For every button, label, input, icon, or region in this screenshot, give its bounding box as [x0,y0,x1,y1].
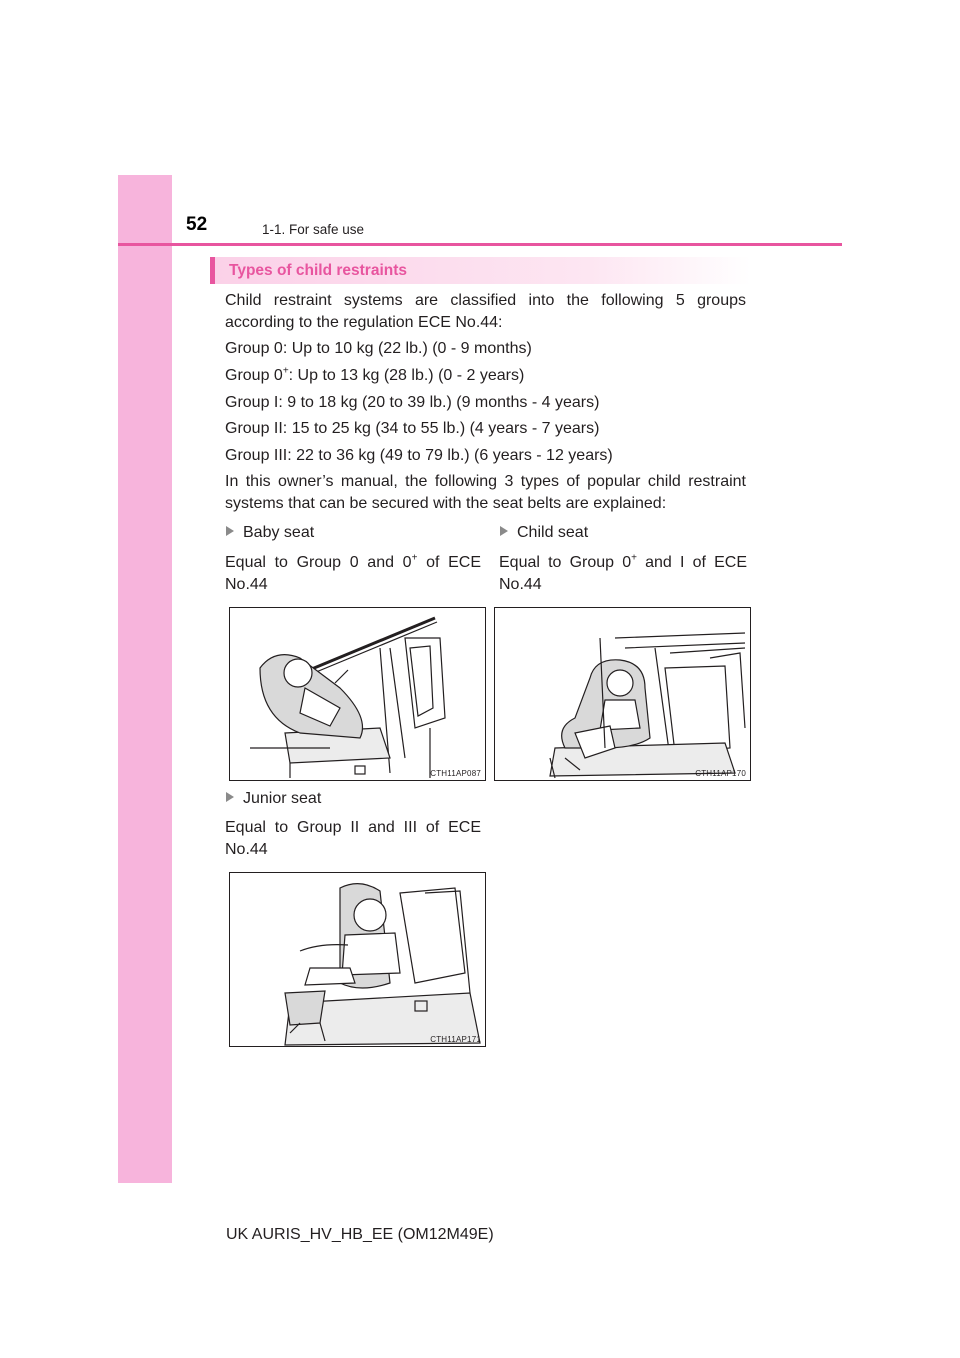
bullet-junior-seat [226,790,321,808]
bullet-triangle-icon [500,526,508,536]
group-text: Group I: 9 to 18 kg (20 to 39 lb.) (9 months - 4 years) [225,394,600,411]
desc-text: Equal to Group 0 and 0 [225,554,412,571]
group-line [225,392,746,414]
type-description [225,552,481,596]
type-description [499,552,747,596]
group-line [225,445,746,467]
desc-text-rest: of ECE No.44 [225,554,482,593]
bullet-baby-seat [226,524,314,542]
desc-sup: + [631,552,637,564]
type-title: Junior seat [243,790,322,807]
bullet-child-seat [500,524,588,542]
intro-paragraph: Child restraint systems are classified into the following 5 groups according to the regulation ECE No.44: [225,292,746,331]
side-color-band [118,175,172,1183]
group-text: Group 0: Up to 10 kg (22 lb.) (0 - 9 months) [225,340,532,357]
bullet-triangle-icon [226,792,234,802]
group-line [225,365,746,387]
footer-model-code: UK AURIS_HV_HB_EE (OM12M49E) [226,1226,494,1243]
desc-text: Equal to Group II and III of ECE No.44 [225,819,481,858]
page-number: 52 [186,214,208,235]
desc-text-rest: and I of ECE No.44 [499,554,747,593]
explain-paragraph: In this owner’s manual, the following 3 types of popular child restraint systems that can be secured with the seat belts are explained: [225,473,746,512]
child-seat-illustration [494,607,751,781]
section-heading-box [210,257,751,284]
section-title: 1-1. For safe use [262,222,365,237]
group-line [225,418,746,440]
figure-code: CTH11AP170 [695,769,746,778]
group-text: Group III: 22 to 36 kg (49 to 79 lb.) (6 years - 12 years) [225,447,613,464]
section-heading: Types of child restraints [229,262,408,279]
group-sup: + [282,365,289,377]
bullet-triangle-icon [226,526,234,536]
group-text: Group II: 15 to 25 kg (34 to 55 lb.) (4 years - 7 years) [225,420,600,437]
figure-code: CTH11AP171 [430,1035,481,1044]
type-title: Baby seat [243,524,315,541]
group-text: Group 0 [225,367,283,384]
group-line [225,338,746,360]
type-title: Child seat [517,524,589,541]
type-description [225,817,481,861]
baby-seat-illustration [229,607,486,781]
group-text-rest: : Up to 13 kg (28 lb.) (0 - 2 years) [288,367,525,384]
figure-code: CTH11AP087 [430,769,481,778]
junior-seat-illustration [229,872,486,1047]
header-rule [118,243,842,246]
desc-text: Equal to Group 0 [499,554,632,571]
desc-sup: + [411,552,418,564]
